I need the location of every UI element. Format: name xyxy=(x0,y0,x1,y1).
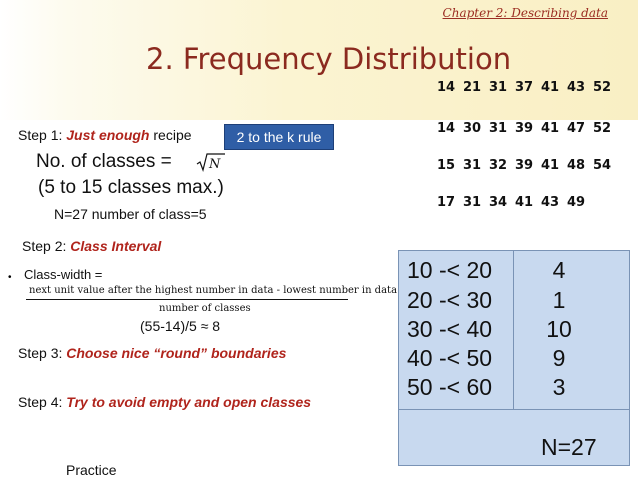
class-interval: 10 -< 20 xyxy=(407,257,493,283)
data-cell: 32 xyxy=(489,158,508,173)
row-divider xyxy=(399,409,629,410)
classes-max: (5 to 15 classes max.) xyxy=(38,177,224,198)
data-cell: 43 xyxy=(541,195,560,210)
class-count: 4 xyxy=(552,257,566,283)
data-cell: 52 xyxy=(593,80,612,95)
data-cell: 41 xyxy=(541,158,560,173)
chapter-link[interactable]: Chapter 2: Describing data xyxy=(442,6,608,20)
step-2-emphasis: Class Interval xyxy=(70,238,162,254)
data-cell: 17 xyxy=(437,195,456,210)
bullet-icon: • xyxy=(8,272,12,283)
data-cell: 43 xyxy=(567,80,586,95)
k-rule-button[interactable]: 2 to the k rule xyxy=(224,124,334,150)
table-row xyxy=(399,287,629,317)
n-classes-note: N=27 number of class=5 xyxy=(54,206,207,222)
step-3-emphasis: Choose nice “round” boundaries xyxy=(66,345,287,361)
data-row xyxy=(437,158,619,173)
class-width-denominator: number of classes xyxy=(159,303,251,314)
class-width-label: Class-width = xyxy=(24,267,103,282)
data-row xyxy=(437,195,593,210)
data-cell: 48 xyxy=(567,158,586,173)
data-cell: 54 xyxy=(593,158,612,173)
data-row xyxy=(437,121,619,136)
data-cell: 21 xyxy=(463,80,482,95)
class-count: 10 xyxy=(546,316,572,342)
step-2-prefix: Step 2: xyxy=(22,238,71,254)
table-row xyxy=(399,374,629,404)
data-cell: 14 xyxy=(437,121,456,136)
step-3-prefix: Step 3: xyxy=(18,345,67,361)
sqrt-variable: N xyxy=(209,157,221,172)
class-interval: 30 -< 40 xyxy=(407,316,493,342)
class-count: 9 xyxy=(552,345,566,371)
class-width-calc: (55-14)/5 ≈ 8 xyxy=(140,318,221,334)
data-cell: 39 xyxy=(515,158,534,173)
data-cell: 31 xyxy=(489,80,508,95)
table-row xyxy=(399,345,629,375)
data-cell: 41 xyxy=(541,121,560,136)
step-1-suffix: recipe xyxy=(149,127,192,143)
data-cell: 49 xyxy=(567,195,586,210)
practice-link[interactable]: Practice xyxy=(66,462,117,478)
step-4 xyxy=(18,394,311,410)
class-interval: 20 -< 30 xyxy=(407,287,493,313)
data-cell: 41 xyxy=(541,80,560,95)
data-cell: 34 xyxy=(489,195,508,210)
class-width-numerator: next unit value after the highest number in data - lowest number in data xyxy=(29,285,398,296)
step-1 xyxy=(18,127,192,143)
data-cell: 30 xyxy=(463,121,482,136)
data-cell: 47 xyxy=(567,121,586,136)
data-cell: 15 xyxy=(437,158,456,173)
sqrt-n-formula xyxy=(196,152,226,172)
fraction-bar xyxy=(26,299,348,300)
data-cell: 31 xyxy=(489,121,508,136)
class-count: 1 xyxy=(552,287,566,313)
table-row xyxy=(399,257,629,287)
step-2 xyxy=(22,238,161,254)
data-row xyxy=(437,80,619,95)
class-interval: 40 -< 50 xyxy=(407,345,493,371)
step-4-prefix: Step 4: xyxy=(18,394,67,410)
total-count: N=27 xyxy=(541,434,597,460)
table-row xyxy=(399,316,629,346)
data-cell: 14 xyxy=(437,80,456,95)
step-1-prefix: Step 1: xyxy=(18,127,67,143)
step-3 xyxy=(18,345,286,361)
data-cell: 31 xyxy=(463,158,482,173)
data-cell: 52 xyxy=(593,121,612,136)
frequency-table xyxy=(398,250,630,466)
data-cell: 37 xyxy=(515,80,534,95)
classes-formula: No. of classes = xyxy=(36,151,172,172)
slide-title: 2. Frequency Distribution xyxy=(146,42,512,76)
class-interval: 50 -< 60 xyxy=(407,374,493,400)
step-1-emphasis: Just enough xyxy=(66,127,150,143)
data-cell: 31 xyxy=(463,195,482,210)
data-cell: 41 xyxy=(515,195,534,210)
data-cell: 39 xyxy=(515,121,534,136)
step-4-emphasis: Try to avoid empty and open classes xyxy=(66,394,312,410)
class-count: 3 xyxy=(552,374,566,400)
